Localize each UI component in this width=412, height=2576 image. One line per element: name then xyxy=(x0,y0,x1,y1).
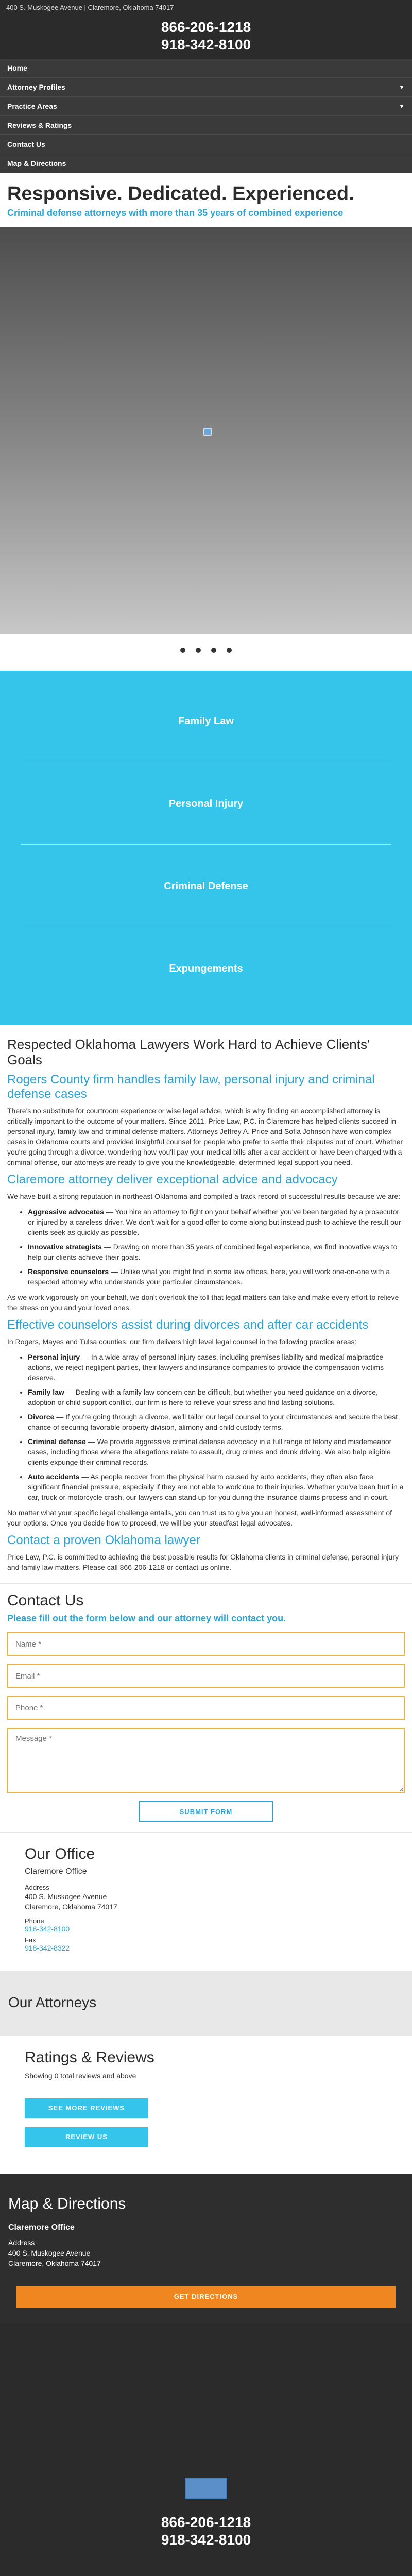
map-title: Map & Directions xyxy=(8,2195,126,2212)
list-item xyxy=(28,1412,405,1432)
practice-expungements[interactable]: Expungements xyxy=(169,963,243,974)
main-nav xyxy=(0,59,412,173)
list-item-text: — We provide aggressive criminal defense advocacy in a full range of felony and misdemeanor cases, including those where the allegations relate to assault, drug crimes and drunk driving. We also help eligible clients expunge their criminal records. xyxy=(28,1437,392,1466)
phone-secondary-link[interactable]: 918-342-8100 xyxy=(161,37,251,53)
list-item xyxy=(28,1242,405,1262)
office-fax-label: Fax xyxy=(25,1936,36,1944)
nav-reviews-label: Reviews & Ratings xyxy=(7,121,72,129)
list-item-title: Criminal defense xyxy=(28,1437,86,1446)
nav-home-label: Home xyxy=(7,64,27,72)
map-address-label: Address xyxy=(8,2239,35,2247)
nav-attorney-profiles-label: Attorney Profiles xyxy=(7,83,65,91)
slider-dots xyxy=(0,634,412,671)
ratings-summary: Showing 0 total reviews and above xyxy=(25,2072,136,2080)
list-item-title: Personal injury xyxy=(28,1353,80,1361)
map-address-line2: Claremore, Oklahoma 74017 xyxy=(8,2259,101,2267)
qualities-list xyxy=(28,1207,405,1287)
list-item-text: — Dealing with a family law concern can be difficult, but whether you need guidance on a divorce, adoption or child support conflict, our firm is here to relieve your stress and find lasting solutions. xyxy=(28,1388,378,1406)
content-heading: Respected Oklahoma Lawyers Work Hard to Achieve Clients' Goals xyxy=(7,1037,370,1067)
nav-map[interactable] xyxy=(0,154,412,173)
nav-practice-areas-label: Practice Areas xyxy=(7,102,57,110)
list-item-title: Auto accidents xyxy=(28,1472,80,1481)
list-item-text: — As people recover from the physical harm caused by auto accidents, they often also face significant financial pressure, especially if they are not able to work due to their injuries. Whether you've been hurt in a car, truck or motorcycle crash, our lawyers can stand up for you during the insurance claims process and in court. xyxy=(28,1472,404,1501)
content-subheading: Effective counselors assist during divorces and after car accidents xyxy=(7,1318,369,1332)
contact-title: Contact Us xyxy=(7,1592,84,1609)
map-address-line1: 400 S. Muskogee Avenue xyxy=(8,2249,91,2257)
practice-criminal-defense[interactable]: Criminal Defense xyxy=(21,845,391,927)
hero-title: Responsive. Dedicated. Experienced. xyxy=(7,183,354,205)
image-placeholder-icon xyxy=(203,428,212,436)
name-input[interactable] xyxy=(7,1632,405,1656)
firm-logo-icon[interactable] xyxy=(185,2478,227,2499)
list-item-text: — In a wide array of personal injury cases, including premises liability and medical malpractice actions, we reject negligent parties, their lawyers and insurance companies to provide the compensation victims deserve. xyxy=(28,1353,384,1382)
hero-subtitle: Criminal defense attorneys with more than 35 years of combined experience xyxy=(7,208,344,218)
slider-dot[interactable] xyxy=(211,648,216,653)
slider-dot[interactable] xyxy=(180,648,185,653)
map-section xyxy=(0,2174,412,2323)
nav-reviews[interactable] xyxy=(0,116,412,135)
nav-map-label: Map & Directions xyxy=(7,159,66,167)
list-item xyxy=(28,1471,405,1502)
list-item-title: Responsive counselors xyxy=(28,1267,109,1276)
content-paragraph: Price Law, P.C. is committed to achieving the best possible results for Oklahoma clients in criminal defense, personal injury and family law matters. Please call 866-206-1218 or contact us online. xyxy=(7,1553,399,1571)
hero xyxy=(0,173,412,221)
office-title: Our Office xyxy=(25,1845,95,1862)
office-name: Claremore Office xyxy=(25,1867,87,1876)
content-paragraph: There's no substitute for courtroom experience or wise legal advice, which is why finding an accomplished attorney is critically important to the outcome of your matters. Since 2011, Price Law, P.C. in Claremore has helped clients succeed in personal injury, family law and criminal defense matters. Attorneys Jeffrey A. Price and Sofia Johnson have won complex cases in Oklahoma courts and provided insightful counsel for people who prefer to settle their disputes out of court. Whether you're going through a divorce, wondering how you'll pay your medical bills after a car accident or have been charged with a criminal offense, our attorneys are ready to give you the knowledgeable, determined legal support you need. xyxy=(7,1107,403,1166)
content-paragraph: No matter what your specific legal challenge entails, you can trust us to give you an honest, well-informed assessment of your options. Once you decide how to proceed, we will be your steadfast legal advocates. xyxy=(7,1509,392,1527)
list-item-title: Divorce xyxy=(28,1413,55,1421)
list-item xyxy=(28,1436,405,1467)
footer xyxy=(0,2323,412,2576)
ratings-title: Ratings & Reviews xyxy=(25,2049,154,2066)
office-phone-label: Phone xyxy=(25,1917,44,1925)
list-item-text: — You hire an attorney to fight on your behalf whether you've been targeted by a prosecutor or injured by a careless driver. We don't wait for a good offer to come along but instead push to achieve the result our clients seek as quickly as possible. xyxy=(28,1208,401,1236)
submit-form-button[interactable]: SUBMIT FORM xyxy=(139,1801,273,1822)
top-address: 400 S. Muskogee Avenue | Claremore, Oklahoma 74017 xyxy=(6,4,174,11)
slider-dot[interactable] xyxy=(196,648,201,653)
list-item-text: — If you're going through a divorce, we'll tailor our legal counsel to your circumstances and secure the best chance of securing favorable property division, alimony and child custody terms. xyxy=(28,1413,398,1431)
chevron-down-icon[interactable]: ▼ xyxy=(399,103,405,110)
list-item-title: Aggressive advocates xyxy=(28,1208,104,1216)
attorneys-title: Our Attorneys xyxy=(8,1994,97,2010)
list-item-text: — Drawing on more than 35 years of combined legal experience, we find innovative ways to help our clients achieve their goals. xyxy=(28,1243,398,1261)
content-paragraph: We have built a strong reputation in northeast Oklahoma and compiled a track record of successful results because we are: xyxy=(7,1192,401,1200)
list-item-title: Innovative strategists xyxy=(28,1243,102,1251)
content-paragraph: In Rogers, Mayes and Tulsa counties, our firm delivers high level legal counsel in the following practice areas: xyxy=(7,1337,357,1346)
chevron-down-icon[interactable]: ▼ xyxy=(399,83,405,91)
office-address-label: Address xyxy=(25,1884,49,1891)
phone-primary-link[interactable]: 866-206-1218 xyxy=(161,19,251,35)
office-phone-link[interactable]: 918-342-8100 xyxy=(25,1925,70,1933)
footer-spacer xyxy=(8,2323,404,2478)
content-subheading: Rogers County firm handles family law, personal injury and criminal defense cases xyxy=(7,1073,375,1101)
content-subheading: Contact a proven Oklahoma lawyer xyxy=(7,1533,200,1547)
phone-input[interactable] xyxy=(7,1696,405,1720)
list-item xyxy=(28,1387,405,1408)
header-phones xyxy=(0,15,412,59)
office-section xyxy=(0,1832,412,1971)
email-input[interactable] xyxy=(7,1664,405,1688)
hero-slider[interactable] xyxy=(0,227,412,634)
footer-phone-secondary[interactable]: 918-342-8100 xyxy=(161,2532,251,2548)
get-directions-button[interactable]: GET DIRECTIONS xyxy=(16,2286,396,2308)
list-item-title: Family law xyxy=(28,1388,64,1396)
see-more-reviews-button[interactable]: SEE MORE REVIEWS xyxy=(25,2098,148,2118)
office-address-line1: 400 S. Muskogee Avenue xyxy=(25,1892,107,1901)
list-item xyxy=(28,1207,405,1238)
top-address-bar xyxy=(0,0,412,15)
nav-contact[interactable] xyxy=(0,135,412,154)
practice-list xyxy=(28,1352,405,1502)
map-office-name: Claremore Office xyxy=(8,2223,75,2232)
review-us-button[interactable]: REVIEW US xyxy=(25,2127,148,2147)
attorneys-section xyxy=(0,1971,412,2036)
practice-personal-injury[interactable]: Personal Injury xyxy=(21,762,391,845)
nav-home[interactable] xyxy=(0,59,412,78)
practice-family-law[interactable]: Family Law xyxy=(21,680,391,762)
contact-form-section xyxy=(0,1583,412,1832)
message-input[interactable] xyxy=(7,1728,405,1793)
list-item xyxy=(28,1266,405,1287)
office-fax-link[interactable]: 918-342-8322 xyxy=(25,1944,70,1952)
content-paragraph: As we work vigorously on your behalf, we don't overlook the toll that legal matters can take and make every effort to relieve the stress on you and your loved ones. xyxy=(7,1293,399,1312)
list-item-text: — Unlike what you might find in some law offices, here, you will work one-on-one with a respected attorney who understands your particular circumstances. xyxy=(28,1267,390,1286)
footer-phone-primary[interactable]: 866-206-1218 xyxy=(161,2514,251,2530)
practice-areas-panel xyxy=(0,671,412,1025)
nav-practice-areas[interactable] xyxy=(0,97,412,116)
ratings-section xyxy=(0,2036,412,2174)
slider-dot[interactable] xyxy=(227,648,232,653)
nav-attorney-profiles[interactable] xyxy=(0,78,412,97)
list-item xyxy=(28,1352,405,1383)
main-content xyxy=(0,1025,412,1583)
contact-lead: Please fill out the form below and our attorney will contact you. xyxy=(7,1613,286,1623)
content-subheading: Claremore attorney deliver exceptional advice and advocacy xyxy=(7,1173,338,1187)
office-address-line2: Claremore, Oklahoma 74017 xyxy=(25,1903,117,1911)
nav-contact-label: Contact Us xyxy=(7,140,45,148)
